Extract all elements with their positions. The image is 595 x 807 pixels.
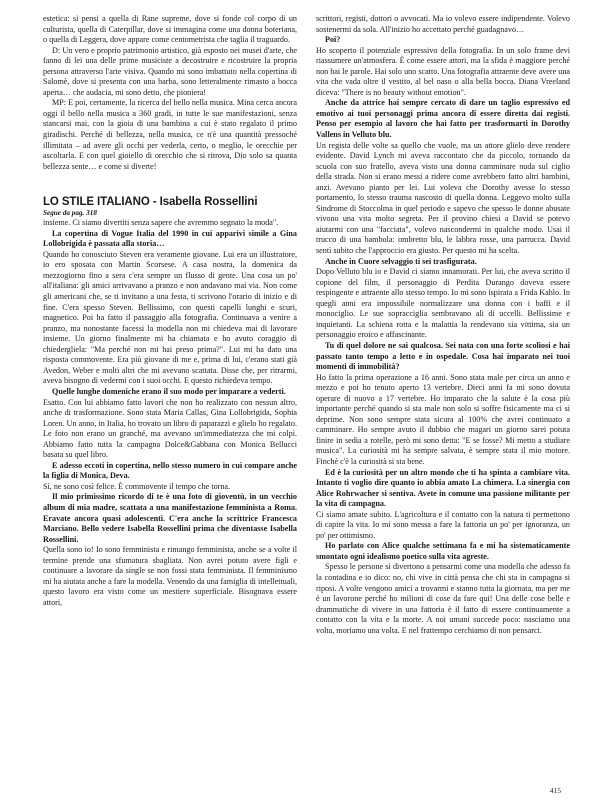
interview-question: Poi?	[325, 35, 341, 45]
paragraph: Spesso le persone si divertono a pensarmi come una modella che adesso fa la contadina e io dico: no, chi vive in città pensa che chi sta in campagna si riposi. A volte vengono amici a trovarmi e stanno tutta la giornata, ma per me è un lavorone perché ho milioni di cose da fare qui! Una delle cose belle e drammatiche di vivere in una fattoria è il fatto di essere continuamente a contatto con la vita e la morte. A noi umani succede poco: nasciamo una volta, moriamo una volta. E nel frattempo cerchiamo di non pensarci.	[316, 562, 570, 635]
paragraph: estetica: si pensi a quella di Rane supreme, dove si fonde col corpo di un culturista, quella di Caterpillar, dove si immagina come una donna boteriana, o quella di Leggera, dove appare come centometrista che taglia il traguardo.	[43, 14, 297, 45]
right-column	[316, 14, 570, 636]
interview-question: Ed è la curiosità per un altro mondo che ti ha spinta a cambiare vita. Intanto ti voglio dire quanto io abbia amato La chimera. La sinergia con Alice Rohrwacher si sentiva. Avete in comune una passione militante per la vita di campagna.	[316, 467, 570, 509]
paragraph: Quando ho conosciuto Steven era veramente giovane. Lui era un illustratore, io ero sposata con Martin Scorsese. A casa nostra, la domenica da mezzogiorno fino a sera c'era sempre un flusso di gente. Una cosa un po' all'italiana: gli amici arrivavano a pranzo e non andavano mai via. Non come gli americani che, se ti invitano a una festa, ti scrivono l'orario di inizio e di fine. C'era spesso Steven. Bellissimo, con questi capelli lunghi e scuri, magnetico. Poi ha fatto il passaggio alla fotografia. Continuava a venire a pranzo, ma nonostante facessi la modella non mi chiedeva mai di lavorare insieme. Un giorno finalmente mi ha chiamata e ho avuto coraggio di chiedergliela: "Ma perché non mi hai preso prima?". Lui mi ha dato una risposta commovente. Era più giovane di me e, prima di lui, c'erano stati già Avedon, Weber e molti altri che mi avevano scattata. Disse che, per ritrarmi, aveva bisogno di vedermi con i suoi occhi. E questo richiedeva tempo.	[43, 249, 297, 386]
interview-question: Il mio primissimo ricordo di te è una foto di gioventù, in un vecchio album di mia madre, scattata a una manifestazione femminista a Roma. Eravate ancora quasi adolescenti. C'era anche la scrittrice Francesca Marciano. Bello vedere Isabella Rossellini prima che diventasse Isabella Rossellini.	[43, 492, 297, 544]
paragraph: D: Un vero e proprio patrimonio artistico, già esposto nei musei d'arte, che fanno di lei una delle prime musiciste a decostruire e ricostruire la propria persona attraverso l'arte visiva. Quando mi sono imbattuto nella copertina di Salomè, dove si presenta con una barba, sono letteralmente rimasto a bocca aperta… che audacia, mi sono detto, che pioniera!	[43, 45, 297, 97]
paragraph: scrittori, registi, dottori o avvocati. Ma io volevo essere indipendente. Volevo sostenermi da sola. All'inizio ho accettato perché guadagnavo…	[316, 14, 570, 34]
continued-from-note: Segue da pag. 318	[43, 209, 97, 218]
interview-question: Quelle lunghe domeniche erano il suo modo per imparare a vederti.	[52, 386, 286, 396]
interview-question: La copertina di Vogue Italia del 1990 in cui apparivi simile a Gina Lollobrigida è passata alla storia…	[43, 228, 297, 249]
paragraph: Ho scoperto il potenziale espressivo della fotografia. In un solo frame devi riassumere un'atmosfera. È come essere attori, ma la sfida è maggiore perché non hai le parole. Hai solo uno scatto. Una fotografia attraente deve avere una vita che vada oltre il vestito, al bel naso o alla bella bocca. Diana Vreeland diceva: "There is no beauty without emotion".	[316, 45, 570, 97]
paragraph: Quella sono io! Io sono femminista e rimango femminista, anche se a volte il termine prende una sfumatura sbagliata. Non avrei potuto avere figli e continuare a lavorare da single se non fossi stata femminista. Il femminismo mi ha aiutata anche a fare la modella. Venendo da una famiglia di intellettuali, questo lavoro era visto come un mestiere superficiale. Bisognava essere attori,	[43, 545, 297, 607]
paragraph: Ci siamo amate subito. L'agricoltura e il contatto con la natura ti permettono di capire la vita. Io mi sono messa a fare la fattoria un po' per ignoranza, un po' per ottimismo.	[316, 509, 570, 540]
paragraph: Dopo Velluto blu io e David ci siamo innamorati. Per lui, che aveva scritto il copione del film, il personaggio di Perdita Durango doveva essere respingente e attraente allo stesso tempo. Io mi sono ispirata a Frida Kahlo. In quegli anni era impossibile normalizzare una donna con i baffi e il monociglio. Le sue sopracciglia sembravano ali di uccelli. Bellissime e inquietanti. La schiena rotta e la malattia la rendevano sia vittima, sia un personaggio eroico e affascinante.	[316, 267, 570, 340]
paragraph: Un regista delle volte sa quello che vuole, ma un attore glielo deve rendere evidente. David Lynch mi aveva raccontato che da piccolo, tornando da scuola con suo fratello, aveva visto una donna camminare nuda sul ciglio della strada. Non si erano messi a ridere come avrebbero fatto altri bambini, anzi. Avevano pianto per lei. Lui voleva che Dorothy avesse lo stesso portamento, lo stesso trauma nascosto di quella donna. Leggevo molto sulla Sindrome di Stoccolma in quel periodo e sapevo che spesso le donne abusate vivono una vita molto segreta. Per il provino chiesi a David se potevo aiutarmi con una "facciata", volevo nascondermi in qualche modo. Usai il trucco di una bambola: ombretto blu, le labbra rosse, una parrucca. David sentì subito che l'approccio era giusto. Per questo mi ha scelta.	[316, 140, 570, 256]
section-spacer	[43, 172, 297, 196]
page-number: 415	[549, 786, 561, 795]
interview-question: E adesso eccoti in copertina, nello stesso numero in cui compare anche la figlia di Monica, Deva.	[43, 460, 297, 481]
section-title: LO STILE ITALIANO - Isabella Rossellini	[43, 196, 258, 209]
paragraph: insieme. Ci siamo divertiti senza sapere che avremmo segnato la moda".	[43, 218, 279, 228]
interview-question: Tu di quel dolore ne sai qualcosa. Sei nata con una forte scoliosi e hai passato tanto tempo a letto e in ospedale. Cosa hai imparato nei tuoi momenti di immobilità?	[316, 340, 570, 372]
paragraph: MP: E poi, certamente, la ricerca del bello nella musica. Mina cerca ancora oggi il bello nella musica a 360 gradi, in tutte le sue manifestazioni, senza stancarsi mai, con la gioia di una bambina a cui è stato regalato il primo giradischi. Perché di bellezza, nella musica, ce n'è una quantità pressoché illimitata – ad avere gli occhi per vederla, certo, o meglio, le orecchie per ascoltarla. E con quel gioiello di orecchio che si ritrova, Dio solo sa quanta bellezza sente… e come si diverte!	[43, 98, 297, 171]
paragraph: Esatto. Con lui abbiamo fatto lavori che non ho realizzato con nessun altro, anche di trasformazione. Sono stata Maria Callas, Gina Lollobrigida, Sophia Loren. Un anno, in Italia, ho trovato un libro di paparazzi e glielo ho regalato. Le foto non erano un granché, ma avevano un'immediatezza che mi colpì. Abbiamo fatto tutta la campagna Dolce&Gabbana con Monica Bellucci basata su quel libro.	[43, 397, 297, 460]
interview-question: Anche da attrice hai sempre cercato di dare un taglio espressivo ed emotivo ai tuoi personaggi prima ancora di essere diretta dai registi. Penso per esempio al lavoro che hai fatto per trasformarti in Dorothy Vallens in Velluto blu.	[316, 98, 570, 140]
left-column	[43, 14, 297, 608]
paragraph: Sì, ne sono così felice. È commovente il tempo che torna.	[43, 481, 231, 491]
interview-question: Anche in Cuore selvaggio ti sei trasfigurata.	[325, 256, 477, 266]
interview-question: Ho parlato con Alice qualche settimana fa e mi ha sistematicamente smontato ogni idealismo poetico sulla vita agreste.	[316, 541, 570, 561]
paragraph: Ho fatto la prima operazione a 16 anni. Sono stata male per circa un anno e mezzo e poi ho tenuto aperto 13 vertebre. Dieci anni fa mi sono dovuta operare di nuovo a 17 vertebre. Ho imparato che la salute è la cosa più importante perché quando si sta male non solo si soffre fisicamente ma ci si deprime. Non sono sempre stata sicura al 100% che avrei continuato a camminare. Ho sempre avuto il dubbio che magari un giorno sarei potuta finire in sedia a rotelle, però mi sono detta: "E se fosse? Mi metto a studiare musica". La curiosità mi ha sempre salvata, è sempre stata il mio motore. Finché c'è la curiosità si sta bene.	[316, 372, 570, 466]
